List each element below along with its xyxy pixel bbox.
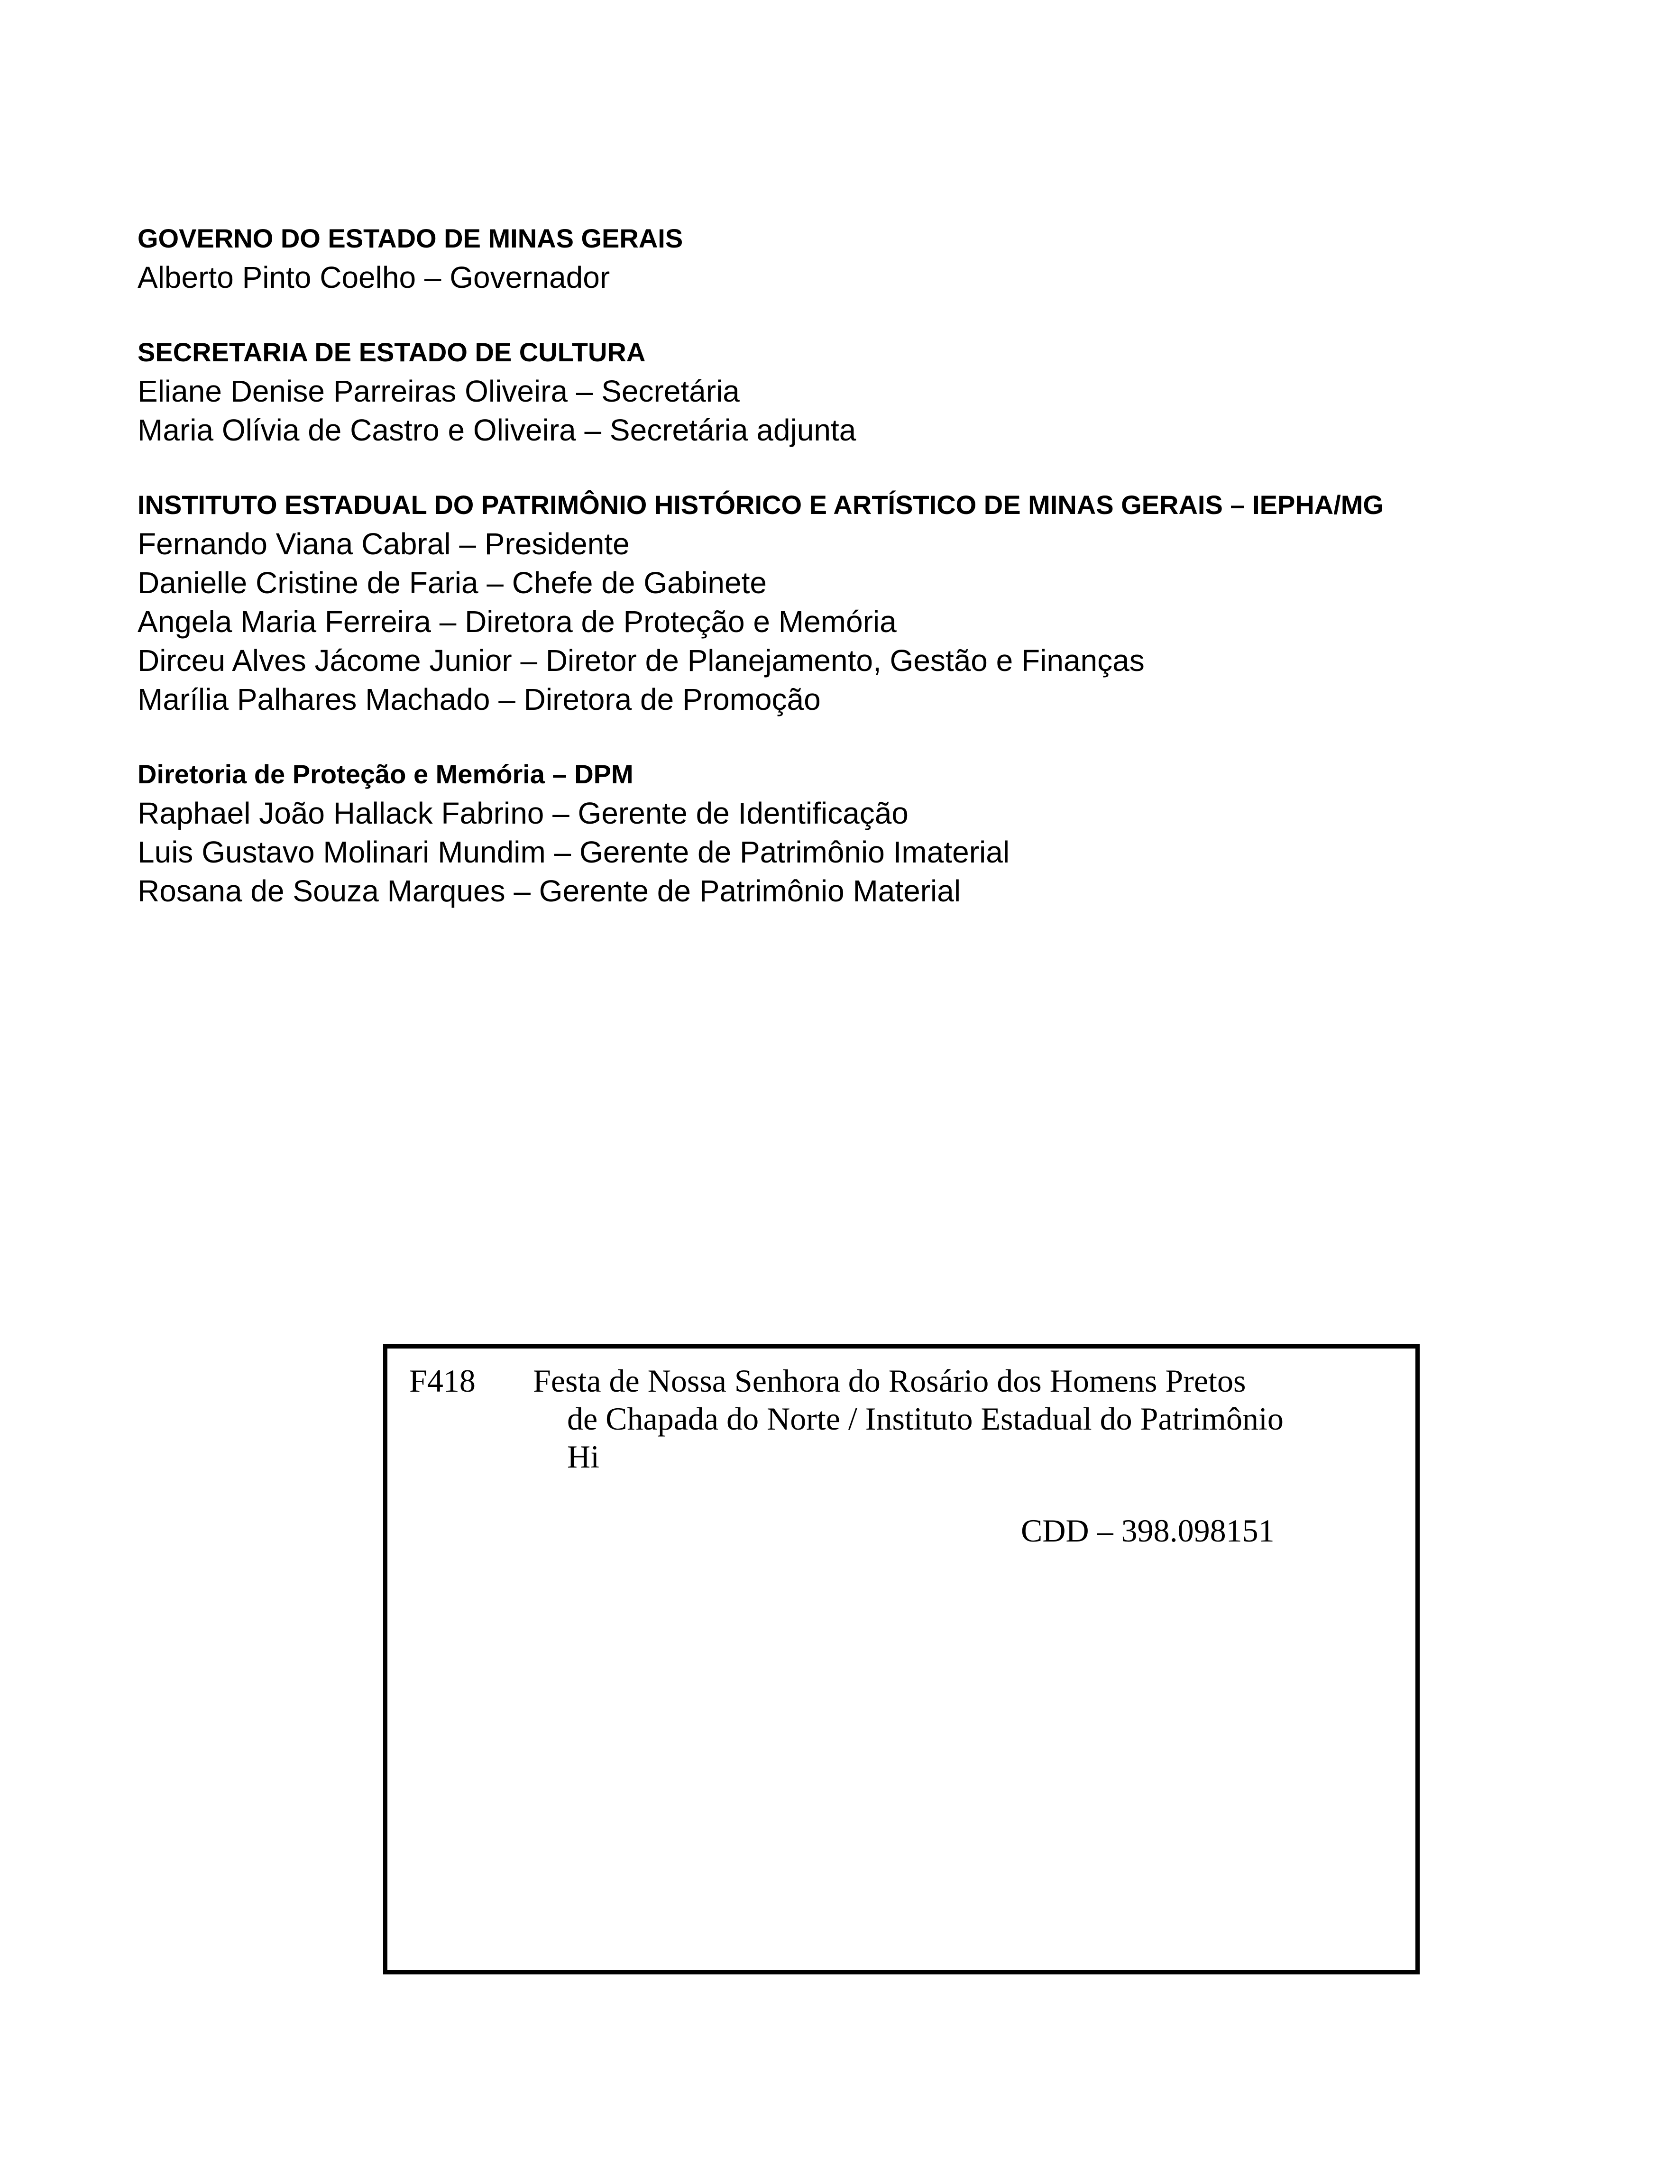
credit-line: Dirceu Alves Jácome Junior – Diretor de Planejamento, Gestão e Finanças — [138, 643, 1145, 678]
credit-line: Fernando Viana Cabral – Presidente — [138, 527, 630, 561]
credit-line: Rosana de Souza Marques – Gerente de Patrimônio Material — [138, 874, 961, 908]
cdd-classification: CDD – 398.098151 — [1021, 1513, 1275, 1549]
credit-line: Luis Gustavo Molinari Mundim – Gerente de Patrimônio Imaterial — [138, 835, 1010, 869]
section-heading: GOVERNO DO ESTADO DE MINAS GERAIS — [138, 223, 683, 253]
credit-line: Maria Olívia de Castro e Oliveira – Secretária adjunta — [138, 413, 856, 447]
catalog-title-line: de Chapada do Norte / Instituto Estadual do Patrimônio — [567, 1401, 1284, 1437]
credits-section-government — [138, 219, 1560, 297]
credit-line: Angela Maria Ferreira – Diretora de Proteção e Memória — [138, 605, 897, 639]
credits-section-culture-secretariat — [138, 333, 1560, 450]
credits-section-dpm — [138, 755, 1560, 910]
credit-line: Marília Palhares Machado – Diretora de Promoção — [138, 682, 821, 716]
catalog-title-line: Hi — [567, 1439, 599, 1475]
catalog-entry — [533, 1362, 1386, 1476]
catalog-record-box — [383, 1344, 1420, 1974]
section-heading: SECRETARIA DE ESTADO DE CULTURA — [138, 337, 646, 367]
credits-block — [138, 219, 1560, 946]
credit-line: Eliane Denise Parreiras Oliveira – Secretária — [138, 374, 740, 408]
catalog-title-line: Festa de Nossa Senhora do Rosário dos Homens Pretos — [533, 1363, 1246, 1399]
credits-section-iepha — [138, 486, 1560, 719]
credit-line: Alberto Pinto Coelho – Governador — [138, 260, 610, 294]
section-heading: INSTITUTO ESTADUAL DO PATRIMÔNIO HISTÓRICO E ARTÍSTICO DE MINAS GERAIS – IEPHA/MG — [138, 490, 1384, 520]
section-heading: Diretoria de Proteção e Memória – DPM — [138, 759, 633, 789]
credit-line: Raphael João Hallack Fabrino – Gerente de Identificação — [138, 796, 909, 830]
credit-line: Danielle Cristine de Faria – Chefe de Gabinete — [138, 566, 767, 600]
call-number: F418 — [409, 1363, 476, 1399]
